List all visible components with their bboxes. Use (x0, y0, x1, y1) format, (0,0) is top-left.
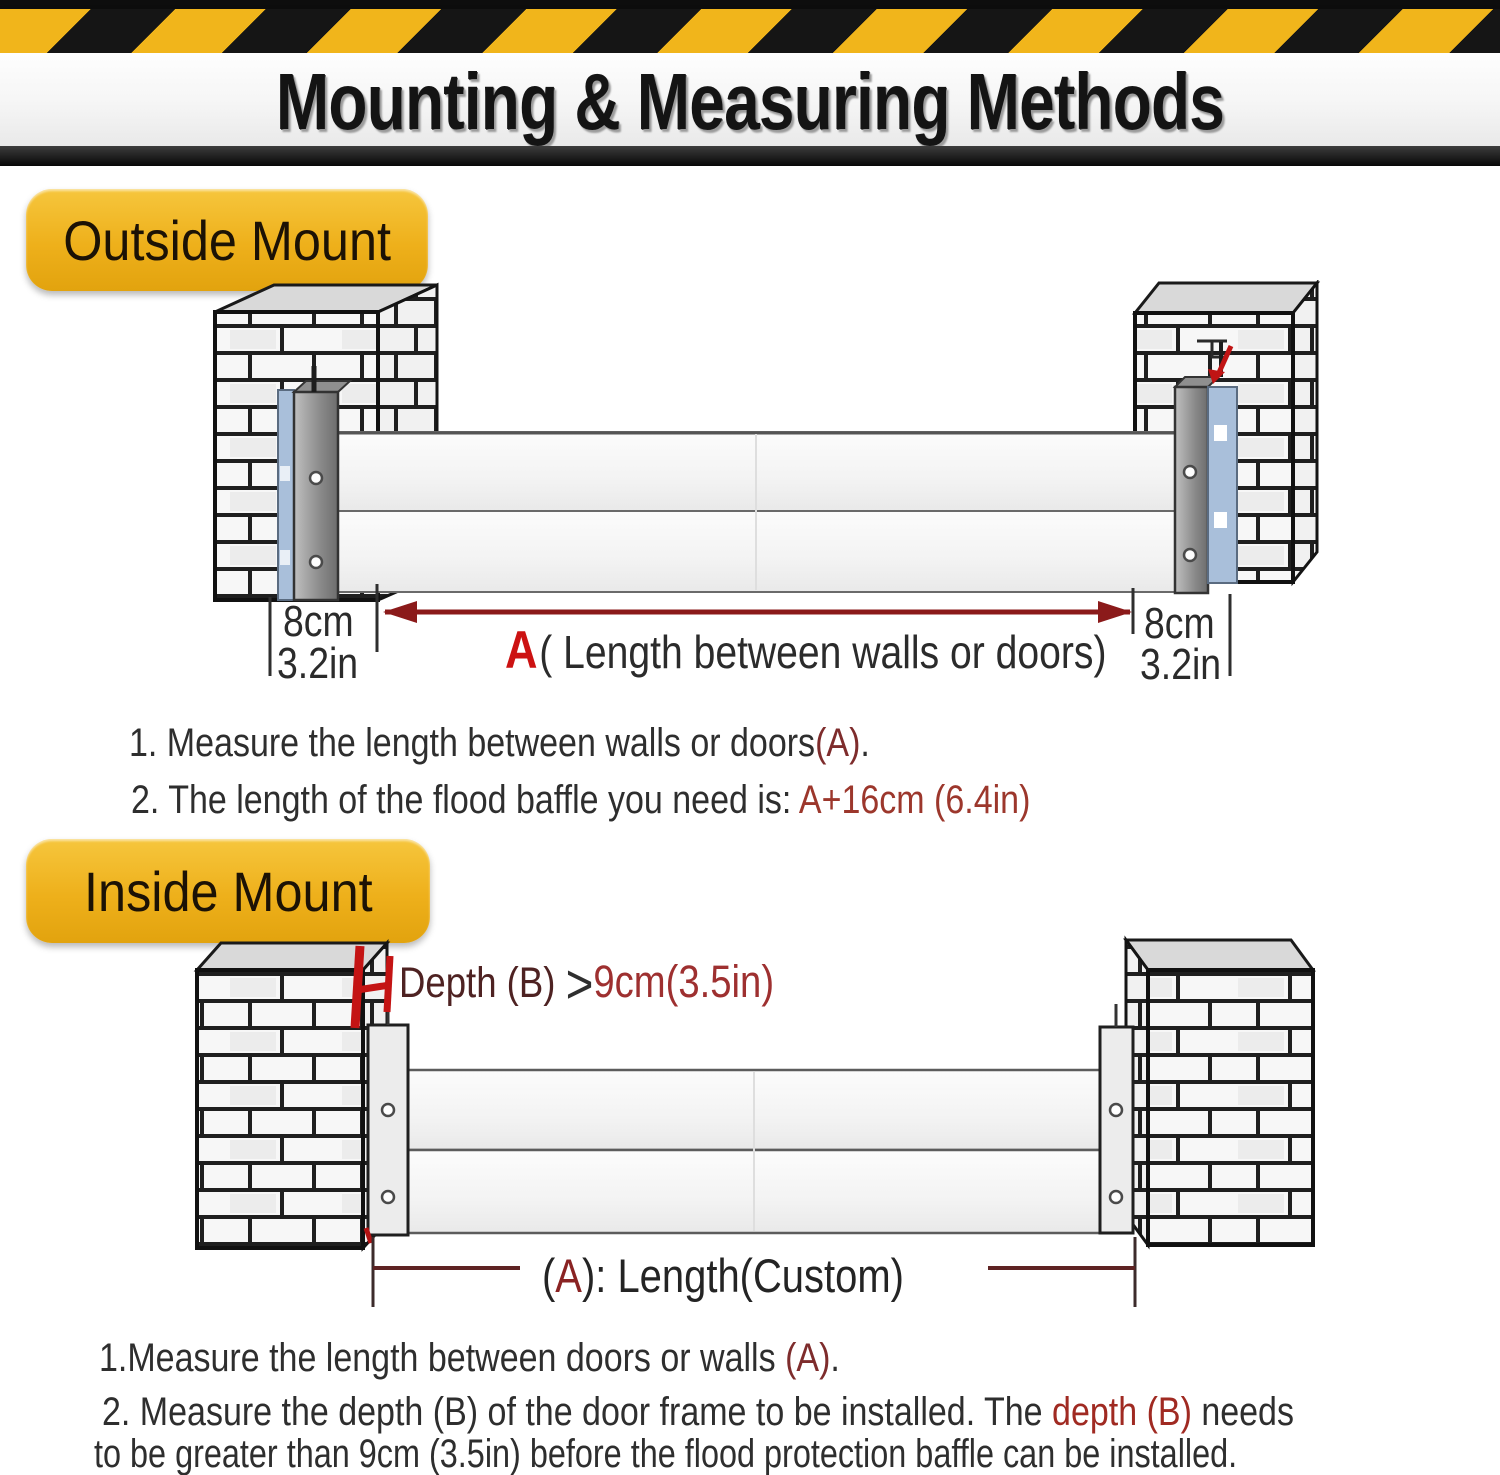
depth-label: Depth (B) >9cm(3.5in) (399, 952, 775, 1015)
dimension-a-letter: A (505, 621, 538, 680)
greater-than-sign: > (565, 952, 594, 1015)
length-arrow-label-text: ( Length between walls or doors) (539, 626, 1107, 678)
inside-step-2-line-1: 2. Measure the depth (B) of the door frame to be installed. The depth (B) needs (102, 1390, 1294, 1434)
length-arrow-label (505, 621, 1107, 680)
outside-mount-badge-label: Outside Mount (63, 208, 391, 272)
page-title: Mounting & Measuring Methods (275, 57, 1225, 146)
screw-hole (382, 1104, 394, 1116)
length-arrow (383, 601, 1132, 623)
screw-hole (1110, 1104, 1122, 1116)
inside-right-pillar (1126, 940, 1313, 1245)
divider-black-bar (0, 146, 1500, 166)
outside-right-gap-inch: 3.2in (1140, 640, 1222, 689)
inside-flood-barrier (408, 1070, 1100, 1233)
outside-step-2: 2. The length of the flood baffle you need is: A+16cm (6.4in) (131, 778, 1031, 822)
inside-length-label: (A): Length(Custom) (542, 1249, 904, 1302)
outside-right-gap-cm: 8cm (1144, 599, 1215, 648)
screw-hole (1184, 466, 1196, 478)
gasket-strip (278, 390, 294, 600)
inside-right-channel (1100, 1004, 1133, 1233)
screw-hole (1184, 549, 1196, 561)
inside-step-2-line-2: to be greater than 9cm (3.5in) before the flood protection baffle can be installed. (94, 1432, 1238, 1475)
screw-hole (310, 556, 322, 568)
outside-left-gap-cm: 8cm (283, 597, 354, 646)
outside-flood-barrier (338, 432, 1175, 592)
top-black-bar (0, 0, 1500, 9)
inside-mount-badge-label: Inside Mount (83, 859, 373, 923)
outside-left-gap-inch: 3.2in (277, 639, 359, 688)
screw-hole (382, 1191, 394, 1203)
screw-hole (310, 472, 322, 484)
inside-left-channel (366, 1008, 408, 1243)
outside-left-channel (278, 366, 350, 600)
screw-hole (1110, 1191, 1122, 1203)
inside-mount-badge (26, 839, 430, 943)
inside-step-1: 1.Measure the length between doors or walls (A). (99, 1336, 840, 1380)
gasket-strip (1208, 387, 1237, 583)
outside-step-1: 1. Measure the length between walls or doors(A). (129, 721, 870, 765)
hazard-stripe-band (0, 9, 1500, 53)
outside-mount-badge (26, 189, 428, 291)
